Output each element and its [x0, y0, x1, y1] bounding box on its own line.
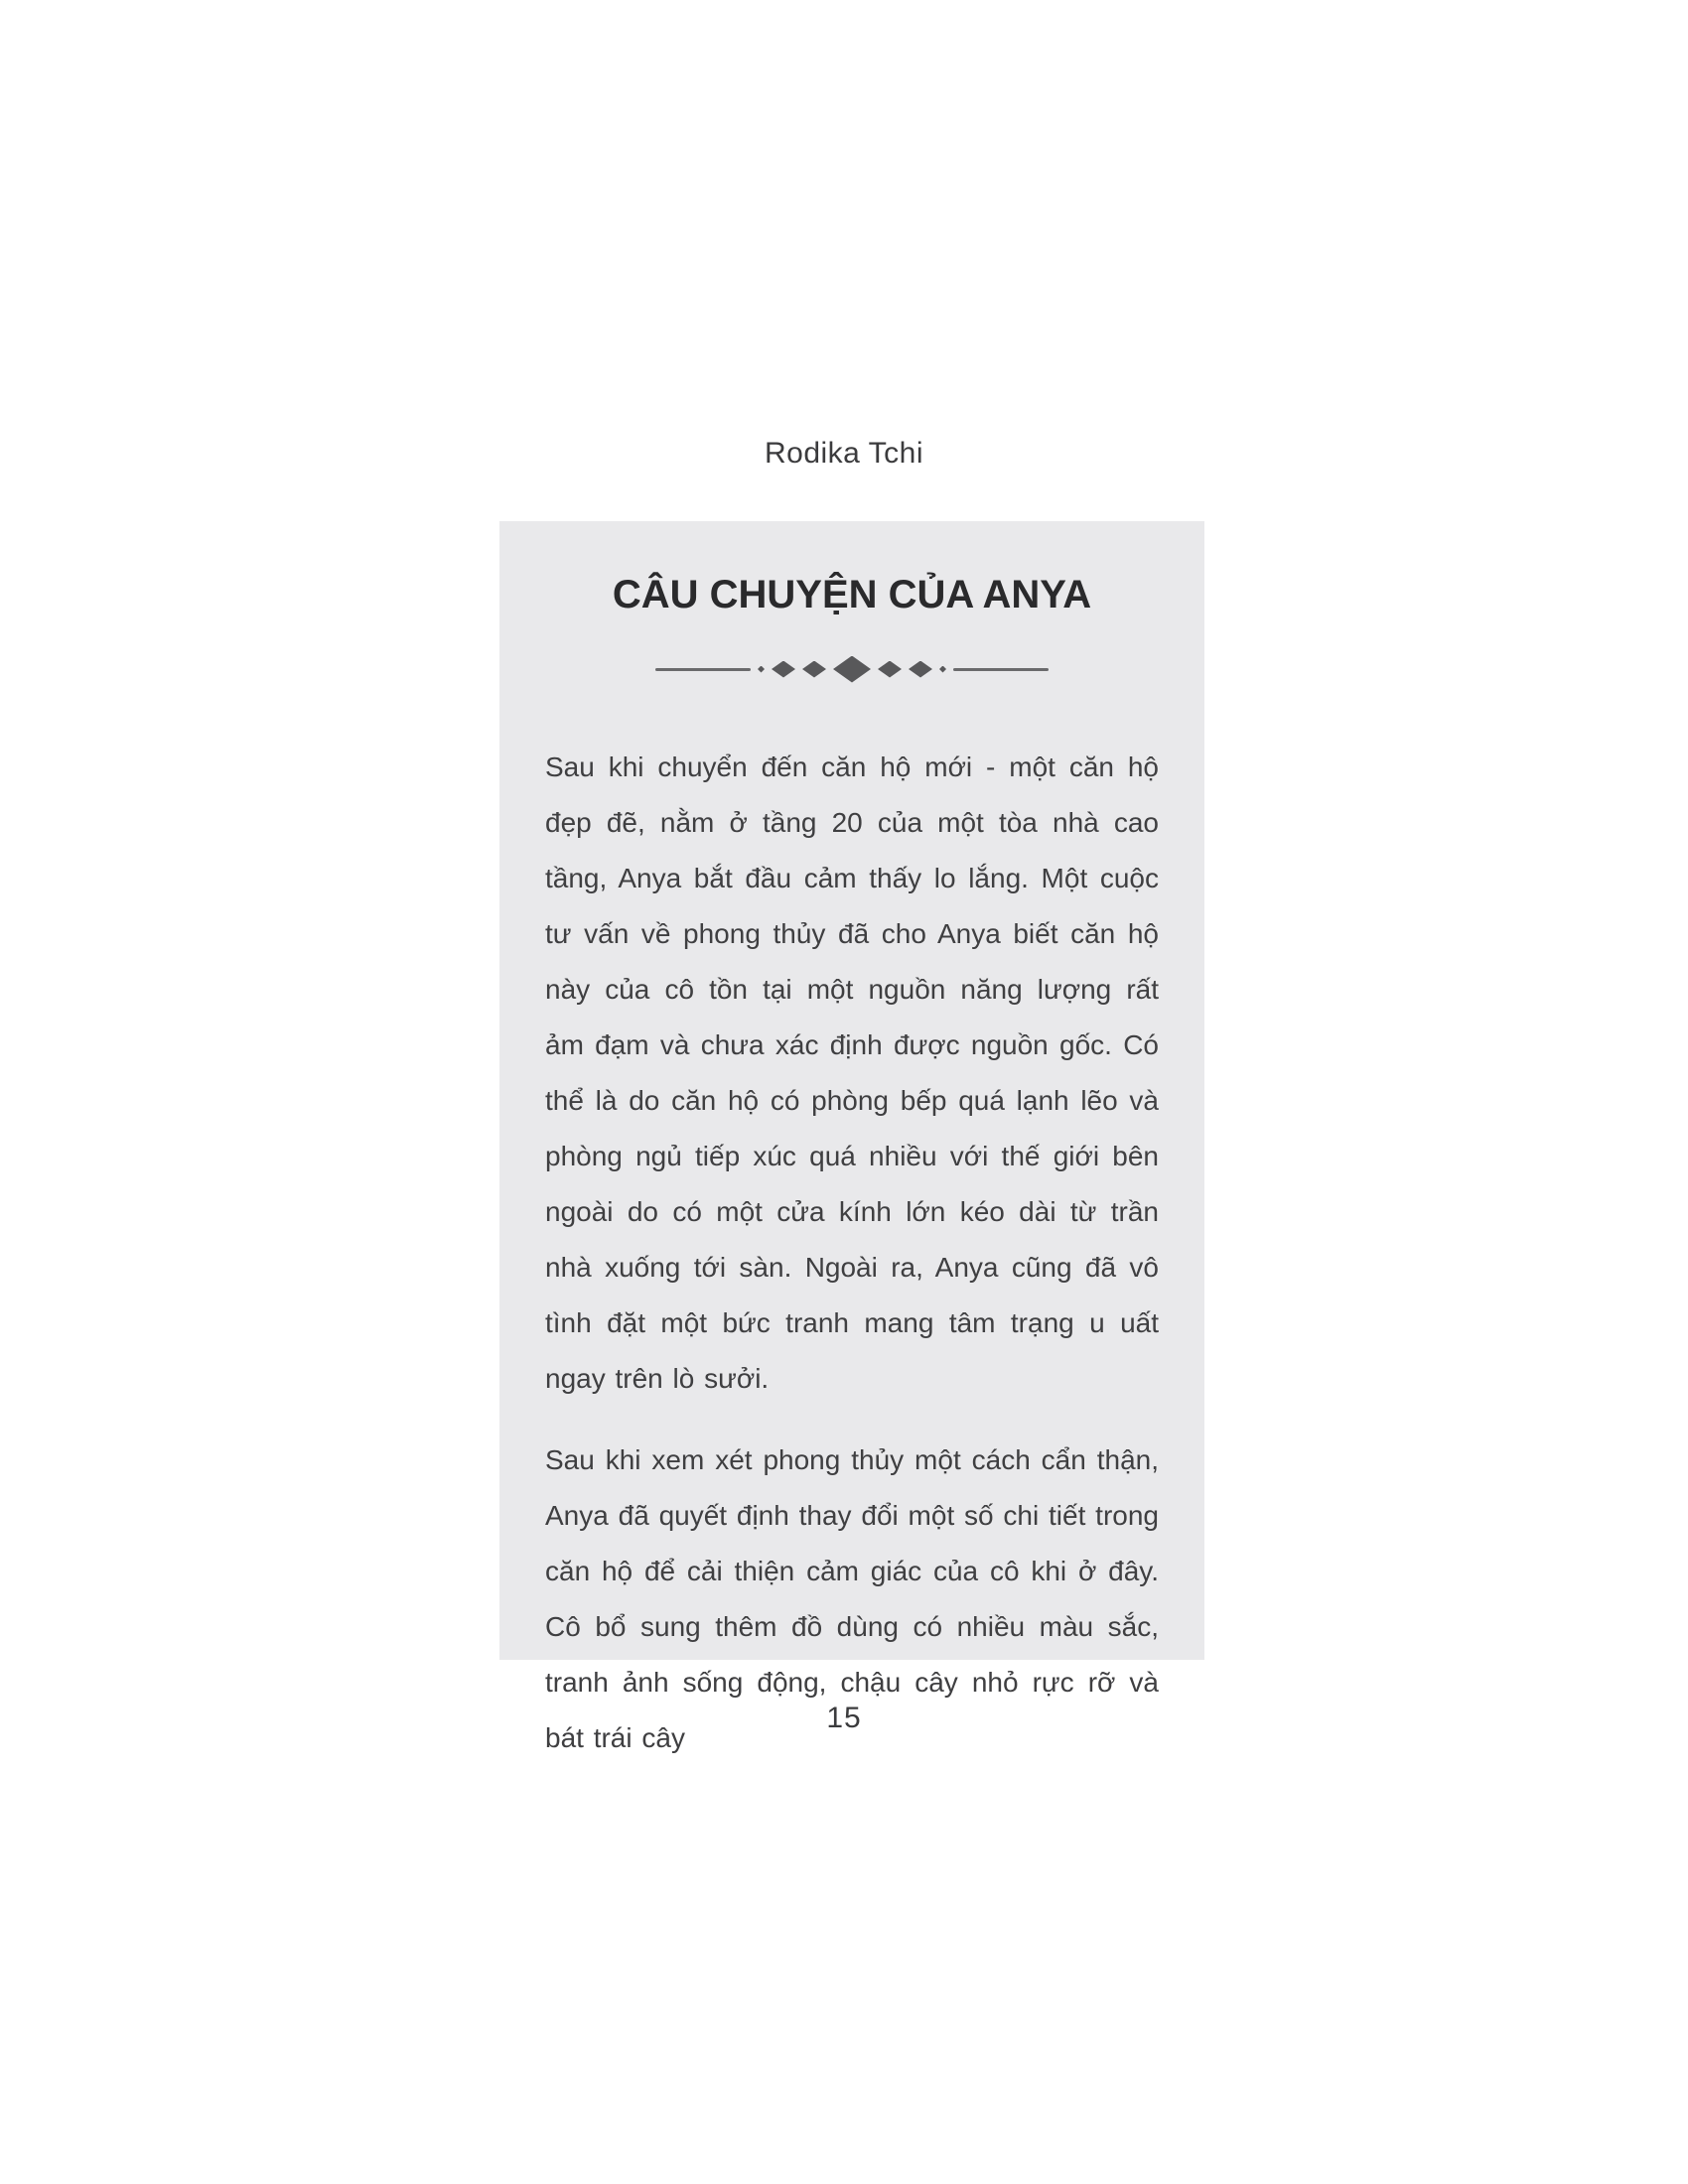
small-diamond-icon [772, 661, 795, 678]
divider-dot-right-icon [939, 666, 946, 673]
large-diamond-icon [833, 656, 871, 683]
running-header-author: Rodika Tchi [764, 437, 924, 470]
diamond-ornament-divider [545, 654, 1159, 684]
small-diamond-icon [909, 661, 932, 678]
story-paragraph-2: Sau khi xem xét phong thủy một cách cẩn thận, Anya đã quyết định thay đổi một số chi tiết trong căn hộ để cải thiện cảm giác của cô khi ở đây. Cô bổ sung thêm đồ dùng có nhiều màu sắc, tranh ảnh sống động, chậu cây nhỏ rực rỡ và bát trái cây [545, 1444, 1159, 1753]
story-paragraph-1: Sau khi chuyển đến căn hộ mới - một căn hộ đẹp đẽ, nằm ở tầng 20 của một tòa nhà cao tầng, Anya bắt đầu cảm thấy lo lắng. Một cuộc tư vấn về phong thủy đã cho Anya biết căn hộ này của cô tồn tại một nguồn năng lượng rất ảm đạm và chưa xác định được nguồn gốc. Có thể là do căn hộ có phòng bếp quá lạnh lẽo và phòng ngủ tiếp xúc quá nhiều với thế giới bên ngoài do có một cửa kính lớn kéo dài từ trần nhà xuống tới sàn. Ngoài ra, Anya cũng đã vô tình đặt một bức tranh mang tâm trạng u uất ngay trên lò sưởi. [545, 751, 1159, 1394]
small-diamond-icon [878, 661, 902, 678]
divider-dot-left-icon [758, 666, 765, 673]
divider-line-right [953, 668, 1049, 671]
chapter-title: CÂU CHUYỆN CỦA ANYA [612, 573, 1092, 616]
page-number: 15 [826, 1702, 862, 1734]
small-diamond-icon [802, 661, 826, 678]
divider-line-left [655, 668, 751, 671]
story-body [545, 740, 1159, 1766]
